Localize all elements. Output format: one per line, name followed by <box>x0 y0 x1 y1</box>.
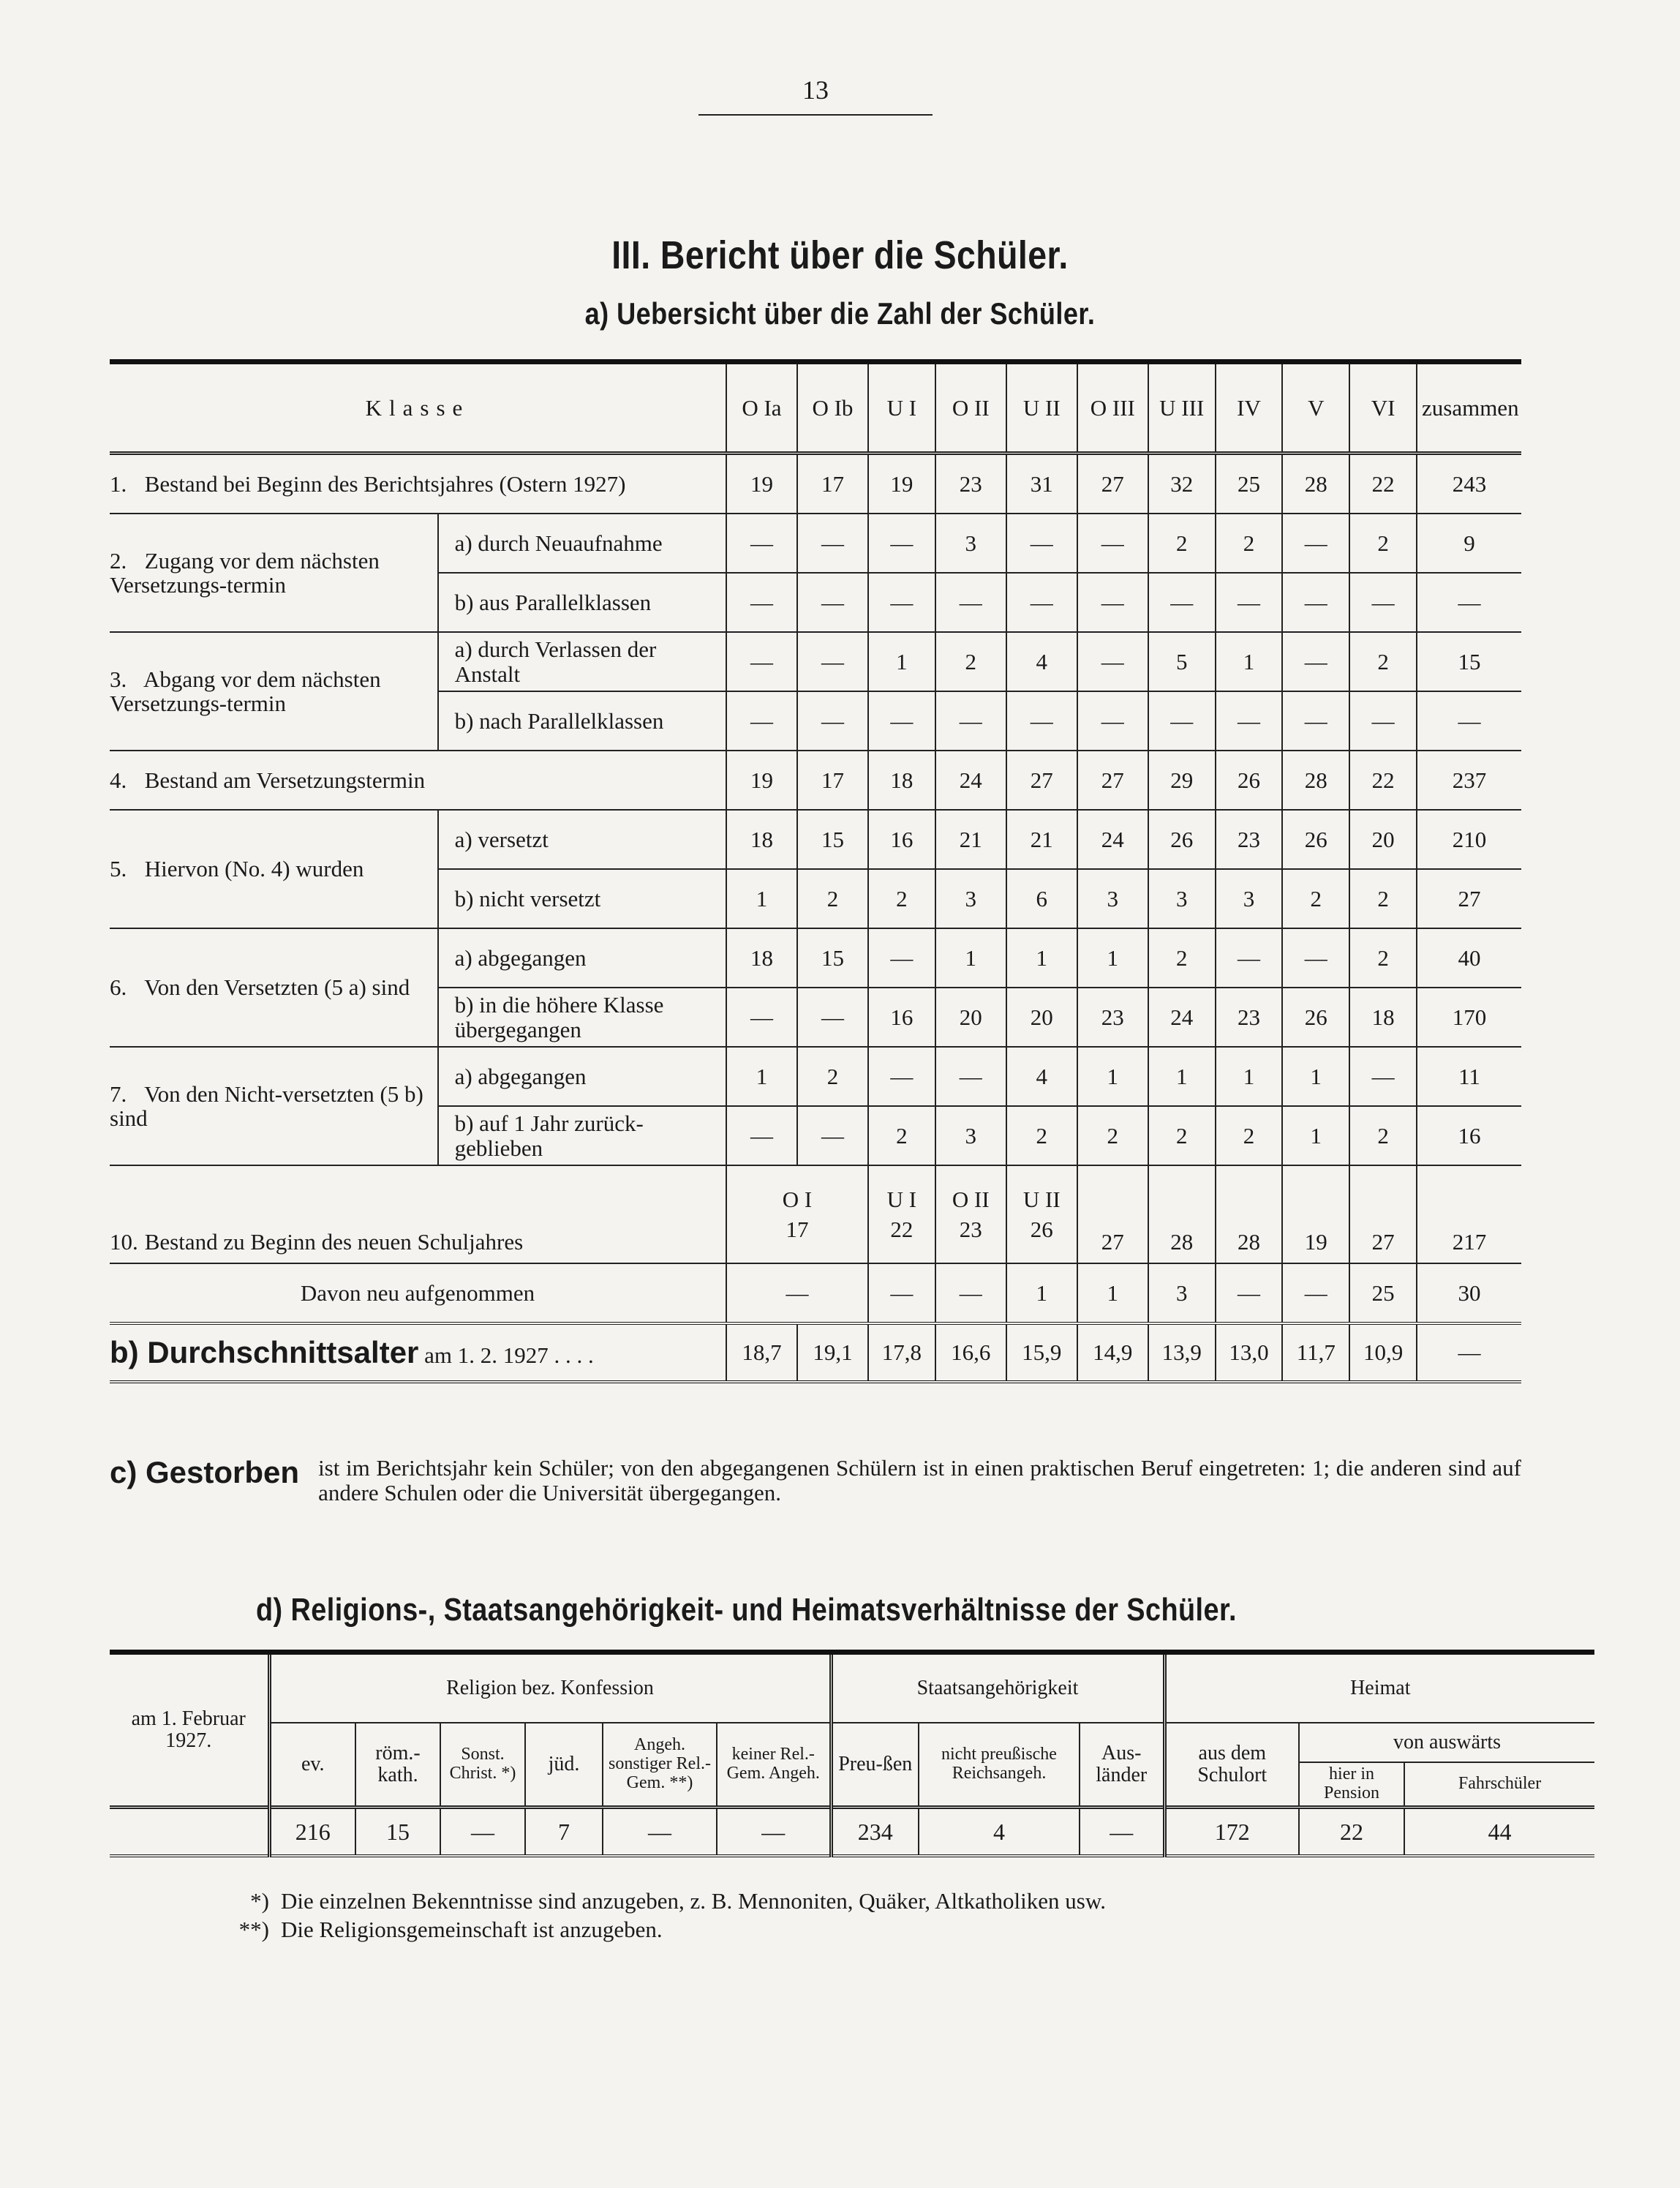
cell: 17,8 <box>868 1323 935 1382</box>
cell: 2 <box>1216 1106 1283 1165</box>
cell: — <box>1216 928 1283 988</box>
cell: 44 <box>1404 1808 1594 1857</box>
cell: — <box>726 573 797 632</box>
cell: — <box>1349 1047 1417 1106</box>
cell: 1 <box>1216 632 1283 691</box>
cell-value: 22 <box>890 1217 914 1242</box>
column-header: Preu-ßen <box>831 1723 919 1808</box>
cell: — <box>717 1808 831 1857</box>
cell: 1 <box>1148 1047 1216 1106</box>
cell: 13,0 <box>1216 1323 1283 1382</box>
cell: — <box>797 691 868 751</box>
column-header: O III <box>1077 362 1148 454</box>
cell: 2 <box>1282 869 1349 928</box>
cell: — <box>726 514 797 573</box>
table-row <box>110 514 1521 573</box>
column-header: IV <box>1216 362 1283 454</box>
religion-citizenship-table <box>110 1650 1594 1857</box>
cell: — <box>868 691 935 751</box>
cell: 27 <box>1077 751 1148 810</box>
total-cell: 30 <box>1417 1263 1521 1323</box>
sub-label: a) durch Verlassen der Anstalt <box>438 632 726 691</box>
row-number: 4. <box>110 767 127 793</box>
cell: 22 <box>1349 751 1417 810</box>
cell: 27 <box>1077 454 1148 514</box>
citizenship-header: Staatsangehörigkeit <box>831 1653 1164 1723</box>
cell: 1 <box>1077 1047 1148 1106</box>
column-header: jüd. <box>525 1723 603 1808</box>
cell: 3 <box>935 869 1006 928</box>
cell: — <box>1216 1263 1283 1323</box>
sub-label: b) aus Parallelklassen <box>438 573 726 632</box>
cell: 3 <box>935 1106 1006 1165</box>
cell: 4 <box>1006 1047 1077 1106</box>
total-cell: — <box>1417 691 1521 751</box>
total-cell: 27 <box>1417 869 1521 928</box>
row-number: 5. <box>110 856 127 882</box>
cell: 2 <box>797 869 868 928</box>
cell: — <box>1006 691 1077 751</box>
row-label <box>110 1165 726 1263</box>
cell: 3 <box>935 514 1006 573</box>
table-row <box>110 928 1521 988</box>
cell: 27 <box>1077 1165 1148 1263</box>
row-label-text: Zugang vor dem nächsten Versetzungs-termin <box>110 547 380 598</box>
cell: 23 <box>935 454 1006 514</box>
cell: — <box>868 1263 935 1323</box>
cell: 2 <box>797 1047 868 1106</box>
cell: 22 <box>1299 1808 1404 1857</box>
footnote <box>219 1887 1106 1916</box>
column-header: Angeh. sonstiger Rel.-Gem. **) <box>603 1723 717 1808</box>
cell: 13,9 <box>1148 1323 1216 1382</box>
cell: 16 <box>868 988 935 1047</box>
sub-label: b) in die höhere Klasse übergegangen <box>438 988 726 1047</box>
cell: 28 <box>1282 454 1349 514</box>
cell: — <box>797 632 868 691</box>
total-cell: 9 <box>1417 514 1521 573</box>
cell: — <box>797 514 868 573</box>
cell: — <box>1282 691 1349 751</box>
total-cell: — <box>1417 573 1521 632</box>
cell: — <box>868 514 935 573</box>
class-label: O I <box>782 1186 813 1212</box>
cell: 24 <box>1077 810 1148 869</box>
sub-label: a) abgegangen <box>438 928 726 988</box>
cell: 2 <box>1216 514 1283 573</box>
cell: 1 <box>1282 1106 1349 1165</box>
cell: 26 <box>1282 988 1349 1047</box>
cell: 28 <box>1216 1165 1283 1263</box>
footnote <box>219 1916 1106 1944</box>
cell: 1 <box>1077 1263 1148 1323</box>
cell <box>935 1165 1006 1263</box>
cell: — <box>1077 514 1148 573</box>
footnote-mark: **) <box>238 1916 269 1942</box>
cell: 29 <box>1148 751 1216 810</box>
cell: 3 <box>1148 1263 1216 1323</box>
cell: — <box>935 691 1006 751</box>
table-header-row <box>110 1723 1594 1762</box>
total-cell: 170 <box>1417 988 1521 1047</box>
column-header: VI <box>1349 362 1417 454</box>
cell: 1 <box>868 632 935 691</box>
sub-label: a) abgegangen <box>438 1047 726 1106</box>
student-count-table <box>110 359 1521 1383</box>
cell: 28 <box>1282 751 1349 810</box>
row-label <box>110 810 438 928</box>
cell: 26 <box>1216 751 1283 810</box>
table-row <box>110 1263 1521 1323</box>
cell: — <box>726 1263 868 1323</box>
cell: — <box>1282 1263 1349 1323</box>
table-header-row <box>110 1653 1594 1723</box>
cell: 1 <box>935 928 1006 988</box>
footnote-text: Die Religionsgemeinschaft ist anzugeben. <box>281 1916 663 1942</box>
cell: 172 <box>1164 1808 1299 1857</box>
cell: — <box>1148 691 1216 751</box>
total-cell: 11 <box>1417 1047 1521 1106</box>
class-label: U II <box>1022 1186 1061 1212</box>
cell: 16 <box>868 810 935 869</box>
cell: 15 <box>355 1808 440 1857</box>
cell: 1 <box>1077 928 1148 988</box>
column-header: röm.-kath. <box>355 1723 440 1808</box>
column-header: O Ib <box>797 362 868 454</box>
row-label-text: Bestand bei Beginn des Berichtsjahres (Ostern 1927) <box>144 470 626 497</box>
cell: 15,9 <box>1006 1323 1077 1382</box>
row-label-text: Von den Nicht-versetzten (5 b) sind <box>110 1080 423 1131</box>
row-number: 3. <box>110 666 127 692</box>
cell: 18 <box>1349 988 1417 1047</box>
row-label <box>110 928 438 1047</box>
cell: — <box>603 1808 717 1857</box>
class-label: U I <box>886 1186 917 1212</box>
cell: 17 <box>797 454 868 514</box>
cell <box>868 1165 935 1263</box>
cell: 18 <box>868 751 935 810</box>
cell: 21 <box>1006 810 1077 869</box>
age-date-label: am 1. 2. 1927 . . . . <box>424 1342 594 1369</box>
cell: 18,7 <box>726 1323 797 1382</box>
cell: — <box>935 1047 1006 1106</box>
sub-label: b) nach Parallelklassen <box>438 691 726 751</box>
main-heading: III. Bericht über die Schüler. <box>611 233 1069 277</box>
cell: — <box>935 1263 1006 1323</box>
cell: 2 <box>935 632 1006 691</box>
cell: — <box>1080 1808 1164 1857</box>
row-label-text: Abgang vor dem nächsten Versetzungs-termin <box>110 666 381 716</box>
cell: 26 <box>1282 810 1349 869</box>
cell: 19 <box>726 751 797 810</box>
cell: — <box>1006 514 1077 573</box>
cell: 1 <box>1282 1047 1349 1106</box>
table-row <box>110 1047 1521 1106</box>
sub-label: b) auf 1 Jahr zurück-geblieben <box>438 1106 726 1165</box>
sub-label: b) nicht versetzt <box>438 869 726 928</box>
table-row <box>110 810 1521 869</box>
column-header: hier in Pension <box>1299 1762 1404 1808</box>
home-header: Heimat <box>1164 1653 1594 1723</box>
row-number: 10. <box>110 1228 138 1255</box>
cell: 25 <box>1216 454 1283 514</box>
cell: 17 <box>797 751 868 810</box>
cell: 14,9 <box>1077 1323 1148 1382</box>
cell: 20 <box>1006 988 1077 1047</box>
section-d-title: d) Religions-, Staatsangehörigkeit- und Heimatsverhältnisse der Schüler. <box>256 1592 1237 1628</box>
column-header: ev. <box>269 1723 355 1808</box>
section-c-title: c) Gestorben <box>110 1455 300 1489</box>
table-row <box>110 1165 1521 1263</box>
cell: — <box>1077 691 1148 751</box>
cell: 2 <box>868 1106 935 1165</box>
row-number: 7. <box>110 1080 127 1107</box>
total-cell: 210 <box>1417 810 1521 869</box>
cell: 10,9 <box>1349 1323 1417 1382</box>
cell: 27 <box>1006 751 1077 810</box>
cell: 2 <box>1077 1106 1148 1165</box>
cell: — <box>1216 573 1283 632</box>
row-label-text: Bestand zu Beginn des neuen Schuljahres <box>144 1228 524 1255</box>
cell: 7 <box>525 1808 603 1857</box>
cell: 26 <box>1148 810 1216 869</box>
table-header-row <box>110 362 1521 454</box>
total-cell: — <box>1417 1323 1521 1382</box>
class-label: O II <box>952 1186 990 1212</box>
table-row <box>110 454 1521 514</box>
cell: 20 <box>935 988 1006 1047</box>
cell: 1 <box>726 1047 797 1106</box>
cell: 23 <box>1216 810 1283 869</box>
cell: 2 <box>1148 514 1216 573</box>
cell: — <box>1282 928 1349 988</box>
column-header: O II <box>935 362 1006 454</box>
cell: 19 <box>1282 1165 1349 1263</box>
cell: — <box>1216 691 1283 751</box>
cell: — <box>868 573 935 632</box>
cell: — <box>1282 514 1349 573</box>
cell: — <box>1006 573 1077 632</box>
religion-header: Religion bez. Konfession <box>269 1653 831 1723</box>
cell: 3 <box>1077 869 1148 928</box>
cell: — <box>1349 573 1417 632</box>
page-number: 13 <box>802 75 829 105</box>
cell: 19,1 <box>797 1323 868 1382</box>
cell: 16,6 <box>935 1323 1006 1382</box>
column-header: zusammen <box>1417 362 1521 454</box>
cell: 19 <box>868 454 935 514</box>
cell: — <box>726 632 797 691</box>
date-label: am 1. Februar 1927. <box>110 1653 269 1808</box>
cell: — <box>440 1808 525 1857</box>
cell: 2 <box>868 869 935 928</box>
cell: 28 <box>1148 1165 1216 1263</box>
merged-cell <box>726 1165 868 1263</box>
cell: 2 <box>1349 928 1417 988</box>
cell: 1 <box>1006 1263 1077 1323</box>
row-number: 1. <box>110 470 127 497</box>
row-label-text: Von den Versetzten (5 a) sind <box>144 974 410 1001</box>
cell: 19 <box>726 454 797 514</box>
column-header: aus dem Schulort <box>1164 1723 1299 1808</box>
cell: 15 <box>797 810 868 869</box>
cell: 23 <box>1216 988 1283 1047</box>
total-cell: 16 <box>1417 1106 1521 1165</box>
cell: 18 <box>726 810 797 869</box>
column-header: V <box>1282 362 1349 454</box>
column-header: Aus-länder <box>1080 1723 1164 1808</box>
column-header: U III <box>1148 362 1216 454</box>
total-cell: 40 <box>1417 928 1521 988</box>
table-row <box>110 1323 1521 1382</box>
section-c-paragraph <box>110 1456 1521 1505</box>
row-label <box>110 454 726 514</box>
section-c-text: ist im Berichtsjahr kein Schüler; von den abgegangenen Schülern ist in einen praktischen Beruf eingetreten: 1; die anderen sind auf andere Schulen oder die Universität übergegangen. <box>318 1455 1521 1506</box>
cell: 1 <box>1216 1047 1283 1106</box>
cell: 2 <box>1349 632 1417 691</box>
cell: 23 <box>1077 988 1148 1047</box>
row-number: 6. <box>110 974 127 1001</box>
row-label <box>110 1047 438 1165</box>
section-a-title: a) Uebersicht über die Zahl der Schüler. <box>584 296 1096 331</box>
cell: — <box>1349 691 1417 751</box>
cell: 20 <box>1349 810 1417 869</box>
footnote-mark: *) <box>250 1888 269 1914</box>
sub-label: a) durch Neuaufnahme <box>438 514 726 573</box>
cell: 1 <box>726 869 797 928</box>
cell-value: 26 <box>1030 1217 1053 1242</box>
total-cell: 237 <box>1417 751 1521 810</box>
row-number: 2. <box>110 547 127 574</box>
cell: 6 <box>1006 869 1077 928</box>
sub-label: a) versetzt <box>438 810 726 869</box>
empty-cell <box>110 1808 269 1857</box>
cell: 11,7 <box>1282 1323 1349 1382</box>
column-header: U I <box>868 362 935 454</box>
cell: — <box>868 1047 935 1106</box>
column-header: O Ia <box>726 362 797 454</box>
cell: — <box>726 988 797 1047</box>
cell: 25 <box>1349 1263 1417 1323</box>
column-header: Sonst. Christ. *) <box>440 1723 525 1808</box>
cell: — <box>1077 573 1148 632</box>
cell: 3 <box>1148 869 1216 928</box>
cell: — <box>1282 632 1349 691</box>
cell: — <box>797 1106 868 1165</box>
cell: 24 <box>935 751 1006 810</box>
section-b-title: b) Durchschnittsalter <box>110 1335 419 1370</box>
cell: 5 <box>1148 632 1216 691</box>
klasse-header: Klasse <box>110 362 726 454</box>
row-label <box>110 1323 726 1382</box>
page-number-rule <box>698 114 933 116</box>
column-header: von auswärts <box>1299 1723 1594 1762</box>
cell: 1 <box>1006 928 1077 988</box>
cell: 234 <box>831 1808 919 1857</box>
row-label: Davon neu aufgenommen <box>110 1263 726 1323</box>
cell: — <box>1077 632 1148 691</box>
row-label-text: Bestand am Versetzungstermin <box>144 767 426 793</box>
row-label <box>110 632 438 751</box>
table-row <box>110 1808 1594 1857</box>
cell: 18 <box>726 928 797 988</box>
column-header: keiner Rel.-Gem. Angeh. <box>717 1723 831 1808</box>
footnote-text: Die einzelnen Bekenntnisse sind anzugeben, z. B. Mennoniten, Quäker, Altkatholiken usw. <box>281 1888 1106 1914</box>
cell: — <box>726 691 797 751</box>
cell <box>1006 1165 1077 1263</box>
cell: 32 <box>1148 454 1216 514</box>
cell: — <box>726 1106 797 1165</box>
cell: — <box>935 573 1006 632</box>
cell: 27 <box>1349 1165 1417 1263</box>
cell: 216 <box>269 1808 355 1857</box>
cell: 4 <box>1006 632 1077 691</box>
total-cell: 243 <box>1417 454 1521 514</box>
cell: 3 <box>1216 869 1283 928</box>
cell: 22 <box>1349 454 1417 514</box>
table-row <box>110 751 1521 810</box>
total-cell: 217 <box>1417 1165 1521 1263</box>
cell-value: 17 <box>786 1217 809 1242</box>
cell: 15 <box>797 928 868 988</box>
cell: 21 <box>935 810 1006 869</box>
row-label <box>110 514 438 632</box>
cell: 2 <box>1349 1106 1417 1165</box>
total-cell: 15 <box>1417 632 1521 691</box>
cell: 24 <box>1148 988 1216 1047</box>
column-header: U II <box>1006 362 1077 454</box>
table-row <box>110 632 1521 691</box>
cell: — <box>797 988 868 1047</box>
footnotes <box>219 1887 1106 1944</box>
cell-value: 23 <box>959 1217 982 1242</box>
cell: 2 <box>1349 869 1417 928</box>
cell: 2 <box>1006 1106 1077 1165</box>
row-label-text: Hiervon (No. 4) wurden <box>144 856 364 882</box>
cell: 2 <box>1349 514 1417 573</box>
cell: 4 <box>919 1808 1080 1857</box>
cell: — <box>1148 573 1216 632</box>
cell: — <box>868 928 935 988</box>
cell: — <box>1282 573 1349 632</box>
cell: 31 <box>1006 454 1077 514</box>
cell: 2 <box>1148 928 1216 988</box>
cell: — <box>797 573 868 632</box>
column-header: nicht preußische Reichsangeh. <box>919 1723 1080 1808</box>
row-label <box>110 751 726 810</box>
cell: 2 <box>1148 1106 1216 1165</box>
column-header: Fahrschüler <box>1404 1762 1594 1808</box>
